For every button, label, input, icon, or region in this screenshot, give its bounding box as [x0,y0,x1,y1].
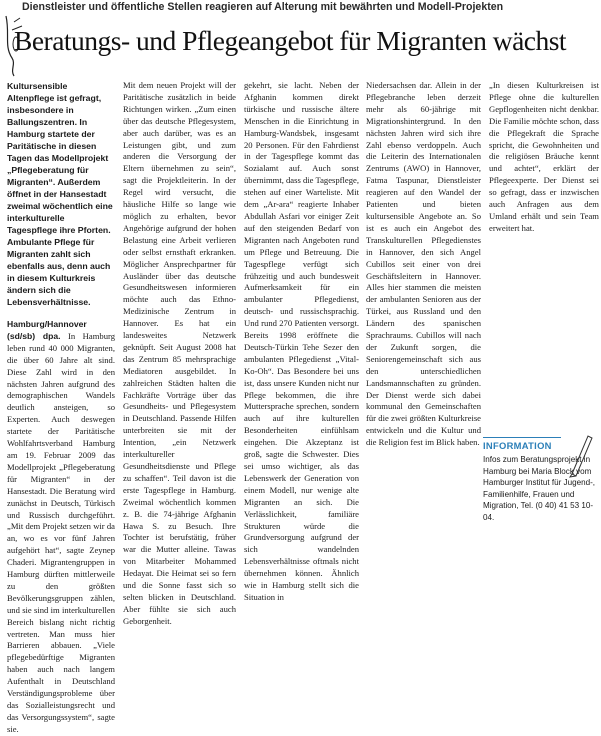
article-headline: Beratungs- und Pflegeangebot für Migranten wächst [14,25,567,56]
pen-icon [568,430,594,478]
article-text: gekehrt, sie lacht. Neben der Afghanin kommen direkt türkische und russische ältere Menschen in die Einrichtung in Hamburg-Wandsbek, insgesamt 20 Personen. Für den Fahrdienst in der Tagespflege kommt das Sozialamt auf. Auch sonst übernimmt, dass die Tagespflege, stehen auf einer Warteliste. Mit dem „Ar-ara“ reagierte Inhaber Abdullah Asfari vor einiger Zeit auf den steigenden Bedarf von Migranten nach Angeboten rund um Pflege und Betreuung. Die Tagespflege verfügt sich frühzeitig und auch bundesweit Aufmerksamkeit für ein ambulanter Pflegedienst, deutsch- und russischsprachig. Und rund 270 Patienten versorgt. Bereits 1998 eröffnete die Deutsch-Türkin Tehe Sezer den ambulanten Pflegedienst „Vital-Ko-Oh“. Das Besondere bei uns ist, dass unsere Kunden nicht nur Pflege bekommen, die ihre Muttersprache sprechen, sondern auch auf ihre kulturellen Besonderheiten einfühlsam eingehen. Die Akzeptanz ist groß, sagte die Schwester. Dies sei umso wichtiger, als das Lebenswerk der Generation von einem Modell, nur wenige alte Migranten an sich. Die Verlässlichkeit, familiäre Strukturen würde die Grundversorgung aufgrund der sich wandelnden Lebensverhältnisse oftmals nicht übernehmen können. Ähnlich wie in Hamburg stellt sich die Situation in [244,80,359,602]
article-column-4 [366,80,481,558]
article-column-3 [244,80,359,602]
article-column-2 [123,80,236,626]
article-paragraph [7,319,115,736]
article-text: In Hamburg leben rund 40 000 Migranten, die über 60 Jahre alt sind. Diese Zahl wird in den nächsten Jahren aufgrund des demographischen Wandels deutlich ansteigen, so Experten. Auch deswegen startete der Paritätische Wohlfahrtsverband Hamburg am 19. Februar 2009 das Modellprojekt „Pflegeberatung für Migranten“ in der Hansestadt. Die Beratung wird zunächst in Deutsch, Türkisch und Russisch durchgeführt. „Mit dem Projekt setzen wir da an, wo es vor fünf Jahren aufgehört hat“, sagte Zeynep Chaderi. Migrantengruppen in Hamburg dürften mittlerweile zu den größten Bevölkerungsgruppen zählen, und sie sind im interkulturellen Bereich bislang nicht richtig vertreten. Man muss hier Barrieren abbauen. „Viele pflegebedürftige Migranten haben auch nach langem Aufenthalt in Deutschland Verständigungsprobleme über das Sozialleistungsrecht und das Versorgungssystem“, sagte sie. [7,330,115,734]
article-lead: Kultursensible Altenpflege ist gefragt, insbesondere in Ballungszentren. In Hamburg startete der Paritätische in diesen Tagen das Modellprojekt „Pflegeberatung für Migranten“. Außerdem öffnet in der Hansestadt zweimal wöchentlich eine interkulturelle Tagespflege ihre Pforten. Ambulante Pflege für Migranten zahlt sich ebenfalls aus, denn auch in diesem Kulturkreis ändern sich die Lebensverhältnisse. [7,81,113,307]
article-column-1 [7,80,115,734]
article-text: Niedersachsen dar. Allein in der Pflegebranche leben derzeit mehr als 60-jährige mit Migrationshintergrund. In den nächsten Jahren wird sich ihre Zahl ebenso verdoppeln. Auch die Leiterin des Internationalen Zentrums (AWO) in Hannover, Fatma Taspunar, Dienstleister reagieren auf den Wandel der Patienten und bieten kultursensible Angebote an. So ist es auch ein Angebot des Transkulturellen Pflegedienstes in Hannover, den sich Angel Cubillos seit einer von drei Geschäftsleitern in Hannover. Alles hier stammen die meisten der ambulanten Senioren aus der Türkei, aus Russland und den Ländern des spanischen Sprachraums. Cubillos will nach der Zukunft sorgen, die Seniorengemeinschaft sich aus den unterschiedlichen Landsmannschaften zu gründen. Der Dienst werde sich dabei kommunal den Gemeinschaften für die zwei größten Kulturkreise entwickeln und die Kultur und die Religion fest im Blick haben. [366,80,481,448]
article-text: „In diesen Kulturkreisen ist Pflege ohne die kulturellen Gepflogenheiten nicht denkbar. Die Familie möchte schon, dass die Pflegekraft die Sprache spricht, die Gewohnheiten und die religiösen Bräuche kennt und achtet“, erklärt der Pflegeexperte. Der Dienst sei so gefragt, dass er inzwischen auch Anfragen aus dem Umland erhält und sein Team erweitert hat. [489,80,599,233]
article-column-5 [489,80,599,426]
info-heading: INFORMATION [483,437,561,451]
dateline: Hamburg/Hannover (sd/sb) dpa. [7,319,87,341]
article-text: Mit dem neuen Projekt will der Paritätische zusätzlich in beide Richtungen wirken. „Zum einen über das deutsche Pflegesystem, aber auch darüber, was es an Leistungen gibt, und zum anderen die Versorgung der Eltern übernehmen zu sein“, sagt die Projektleiterin. In der Regel wird versucht, die häusliche Hilfe so lange wie möglich zu erhalten, bevor Angehörige aufgrund der hohen Belastung eine Arbeit verlieren oder selbst ernsthaft erkranken. Möglicher Ansprechpartner für Ausländer über das deutsche Gesundheitswesen informieren möchte auch das Ethno-Medizinische Zentrum in Hannover. Es hat ein landesweites Netzwerk geknüpft. Seit August 2008 hat das Zentrum 85 mehrsprachige Mediatoren ausgebildet. In zahlreichen Städten halten die Fachkräfte Vorträge über das Gesundheits- und Pflegesystem in Deutschland. Passende Hilfen unterbreiten sie mit der Intention, „ein Netzwerk interkultureller Gesundheitsdienste und Pflege zu schaffen“. Teil davon ist die erste Tagespflege in Hamburg. Zweimal wöchentlich kommen z. B. die 74-jährige Afghanin Hawa S. zu Besuch. Ihre Tochter ist berufstätig, früher war die Mutter alleine. Tawas von Mitarbeiter Mohammed Hedayat. Die Heimat sei so fern und die Sonne fasst sich so selten blicken in Deutschland. Aber fühlte sie sich auch Geborgenheit. [123,80,236,626]
kicker: Dienstleister und öffentliche Stellen reagieren auf Alterung mit bewährten und Modell-Projekten [22,1,504,13]
info-text: Infos zum Beratungsprojekt in Hamburg bei Maria Block vom Hamburger Institut für Jugend-, Familienhilfe, Frauen und Migration, Tel. (0 40) 41 53 10-04. [483,455,596,522]
